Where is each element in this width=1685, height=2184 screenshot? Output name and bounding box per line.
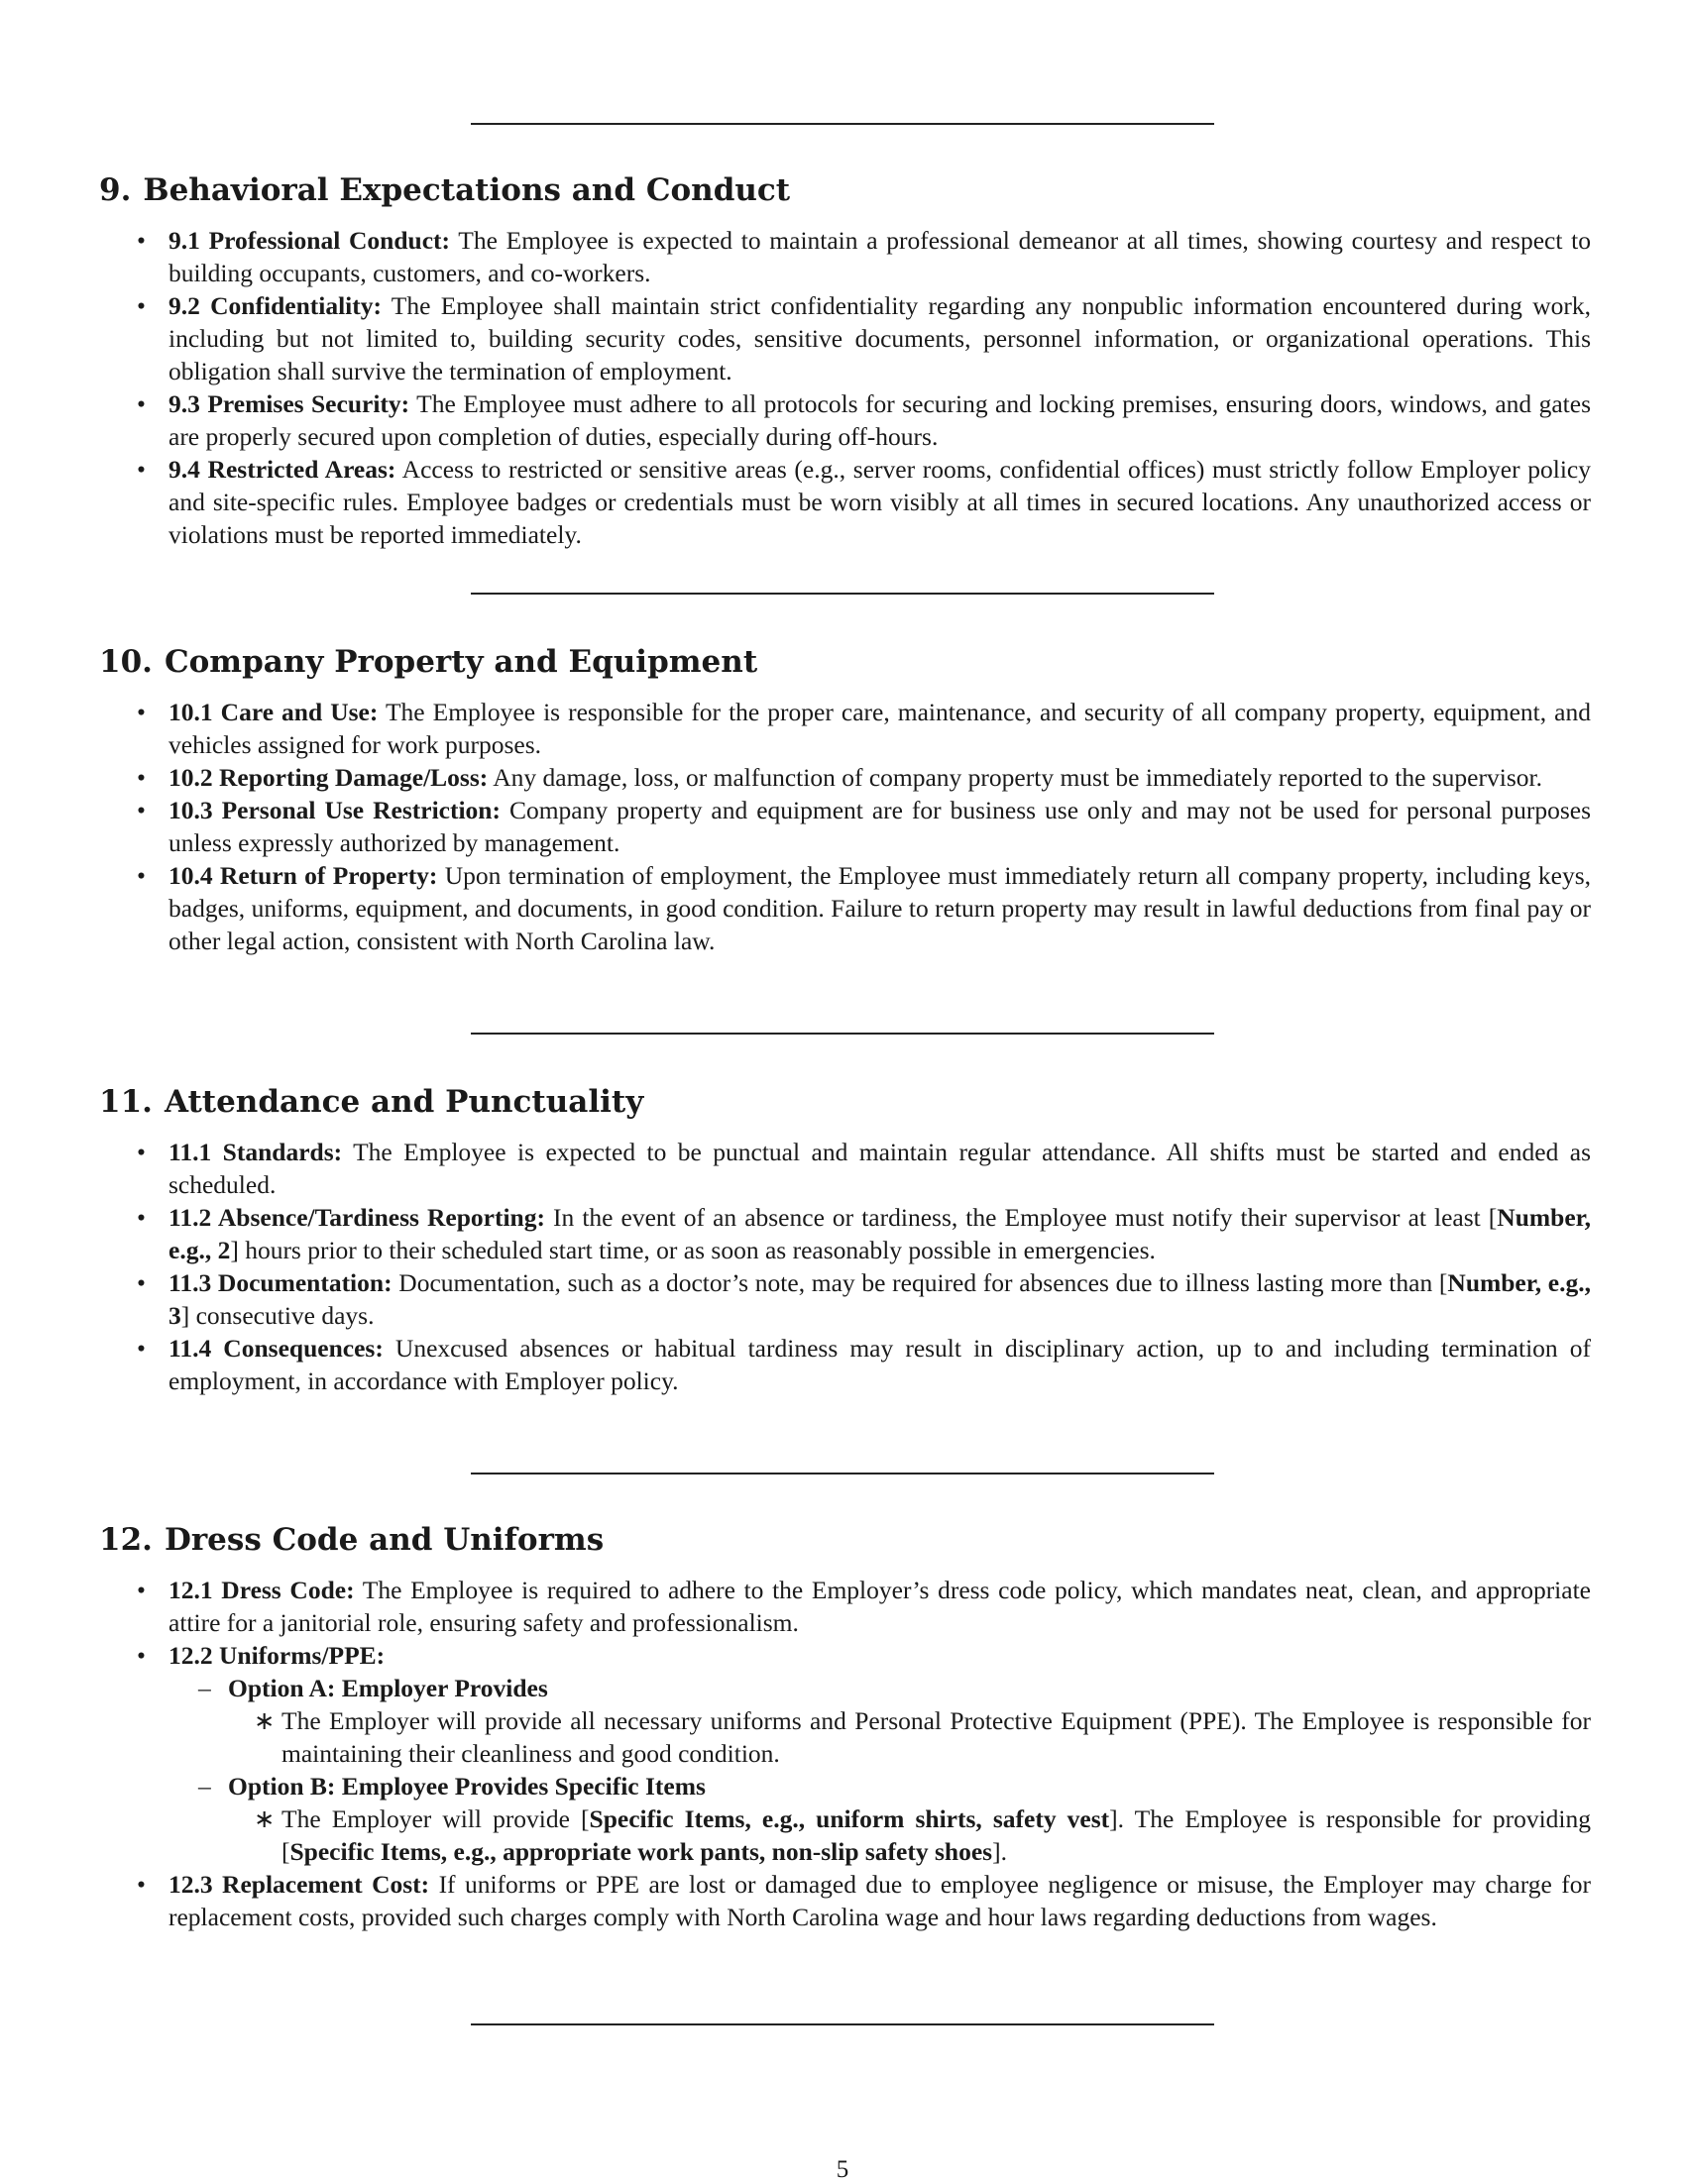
section-number: 11. [99, 1084, 153, 1120]
clause-text: Access to restricted or sensitive areas (e.g., server rooms, confidential offices) must strictly follow Employer policy and site-specific rules. Employee badges or credentials must be worn visibly at all times in secured locations. Any unauthorized access or violations must be reported immediately. [168, 455, 1591, 549]
clause-list [99, 696, 1591, 957]
section-11 [99, 1082, 1591, 1397]
clause-label: 11.3 Documentation: [168, 1268, 393, 1297]
section-9 [99, 170, 1591, 551]
clause-label: 9.2 Confidentiality: [168, 291, 382, 320]
clause-list [99, 1574, 1591, 1933]
fill-in-placeholder: Number, e.g., 3 [168, 1268, 1591, 1330]
clause-text: The Employee is expected to maintain a professional demeanor at all times, showing courtesy and respect to building occupants, customers, and co-workers. [168, 226, 1591, 287]
clause-label: 11.1 Standards: [168, 1138, 343, 1166]
section-12 [99, 1520, 1591, 1933]
clause-text: Documentation, such as a doctor’s note, may be required for absences due to illness lasting more than [ [392, 1268, 1448, 1297]
section-heading [99, 170, 1591, 210]
clause-label: 12.1 Dress Code: [168, 1576, 355, 1604]
clause-text: In the event of an absence or tardiness, the Employee must notify their supervisor at least [ [544, 1203, 1498, 1232]
section-divider [471, 1033, 1214, 1035]
section-heading [99, 1520, 1591, 1560]
clause-text: The Employee is expected to be punctual and maintain regular attendance. All shifts must be started and ended as scheduled. [168, 1138, 1592, 1199]
section-title: Attendance and Punctuality [164, 1084, 644, 1120]
fill-in-placeholder: Specific Items, e.g., uniform shirts, safety vest [589, 1804, 1110, 1833]
clause-label: 11.2 Absence/Tardiness Reporting: [168, 1203, 545, 1232]
clause-text: The Employee is required to adhere to the Employer’s dress code policy, which mandates neat, clean, and appropriate attire for a janitorial role, ensuring safety and professionalism. [168, 1576, 1591, 1637]
clause-label: 12.2 Uniforms/PPE: [168, 1641, 386, 1670]
section-title: Behavioral Expectations and Conduct [143, 172, 791, 208]
clause-text: If uniforms or PPE are lost or damaged due to employee negligence or misuse, the Employer may charge for replacement costs, provided such charges comply with North Carolina wage and hour laws regarding deductions from wages. [168, 1870, 1591, 1931]
fill-in-placeholder: Specific Items, e.g., appropriate work pants, non-slip safety shoes [289, 1837, 993, 1866]
clause-list [99, 1136, 1591, 1397]
clause-text: Upon termination of employment, the Employee must immediately return all company property, including keys, badges, uniforms, equipment, and documents, in good condition. Failure to return property may result in lawful deductions from final pay or other legal action, consistent with North Carolina law. [168, 861, 1591, 955]
clause-label: 12.3 Replacement Cost: [168, 1870, 430, 1899]
option-text: The Employer will provide [ [281, 1804, 590, 1833]
clause-label: 11.4 Consequences: [168, 1334, 384, 1363]
page-number: 5 [836, 2156, 849, 2183]
clause-item [99, 1868, 1591, 1933]
clause-label: 10.2 Reporting Damage/Loss: [168, 763, 489, 792]
clause-list [99, 224, 1591, 551]
clause-text: Unexcused absences or habitual tardiness may result in disciplinary action, up to and including termination of employment, in accordance with Employer policy. [168, 1334, 1591, 1395]
option-detail-list [228, 1704, 1591, 1770]
clause-label: 10.3 Personal Use Restriction: [168, 796, 501, 824]
section-divider [471, 123, 1214, 125]
section-heading [99, 1082, 1591, 1122]
option-item [168, 1672, 1591, 1770]
section-title: Company Property and Equipment [164, 644, 758, 680]
clause-item [99, 794, 1591, 859]
clause-text: Company property and equipment are for business use only and may not be used for personal purposes unless expressly authorized by management. [168, 796, 1591, 857]
option-label: Option B: Employee Provides Specific Items [228, 1772, 706, 1801]
clause-item [99, 1136, 1591, 1201]
option-text: ]. The Employee is responsible for providing [ [281, 1804, 1592, 1866]
clause-item [99, 1266, 1591, 1332]
clause-item [99, 1639, 1591, 1868]
fill-in-placeholder: Number, e.g., 2 [168, 1203, 1591, 1264]
section-heading [99, 642, 1591, 682]
section-divider [471, 593, 1214, 595]
option-detail-list [228, 1802, 1591, 1868]
clause-label: 9.4 Restricted Areas: [168, 455, 396, 484]
clause-item [99, 761, 1591, 794]
clause-text: Any damage, loss, or malfunction of company property must be immediately reported to the supervisor. [488, 763, 1542, 792]
clause-item [99, 387, 1591, 453]
section-divider [471, 1473, 1214, 1474]
clause-item [99, 453, 1591, 551]
option-label: Option A: Employer Provides [228, 1674, 548, 1702]
clause-item [99, 1574, 1591, 1639]
option-detail [228, 1704, 1591, 1770]
clause-label: 9.3 Premises Security: [168, 389, 410, 418]
clause-label: 10.4 Return of Property: [168, 861, 438, 890]
section-number: 12. [99, 1522, 153, 1558]
clause-item [99, 696, 1591, 761]
clause-label: 10.1 Care and Use: [168, 698, 379, 726]
option-text: The Employer will provide all necessary uniforms and Personal Protective Equipment (PPE). The Employee is responsible for maintaining their cleanliness and good condition. [281, 1706, 1591, 1768]
clause-item [99, 1201, 1591, 1266]
section-number: 9. [99, 172, 132, 208]
option-text: ]. [992, 1837, 1007, 1866]
clause-label: 9.1 Professional Conduct: [168, 226, 451, 255]
clause-text: The Employee must adhere to all protocols for securing and locking premises, ensuring doors, windows, and gates are properly secured upon completion of duties, especially during off-hours. [168, 389, 1592, 451]
section-number: 10. [99, 644, 153, 680]
section-divider [471, 2023, 1214, 2025]
option-item [168, 1770, 1591, 1868]
clause-text: The Employee shall maintain strict confidentiality regarding any nonpublic information encountered during work, including but not limited to, building security codes, sensitive documents, personnel information, or organizational operations. This obligation shall survive the termination of employment. [168, 291, 1591, 385]
clause-item [99, 224, 1591, 289]
clause-item [99, 289, 1591, 387]
clause-item [99, 859, 1591, 957]
clause-item [99, 1332, 1591, 1397]
section-title: Dress Code and Uniforms [164, 1522, 605, 1558]
option-list [168, 1672, 1591, 1868]
option-detail [228, 1802, 1591, 1868]
section-10 [99, 642, 1591, 957]
clause-text: The Employee is responsible for the proper care, maintenance, and security of all company property, equipment, and vehicles assigned for work purposes. [168, 698, 1591, 759]
clause-text: ] consecutive days. [180, 1301, 375, 1330]
clause-text: ] hours prior to their scheduled start time, or as soon as reasonably possible in emergencies. [230, 1236, 1156, 1264]
